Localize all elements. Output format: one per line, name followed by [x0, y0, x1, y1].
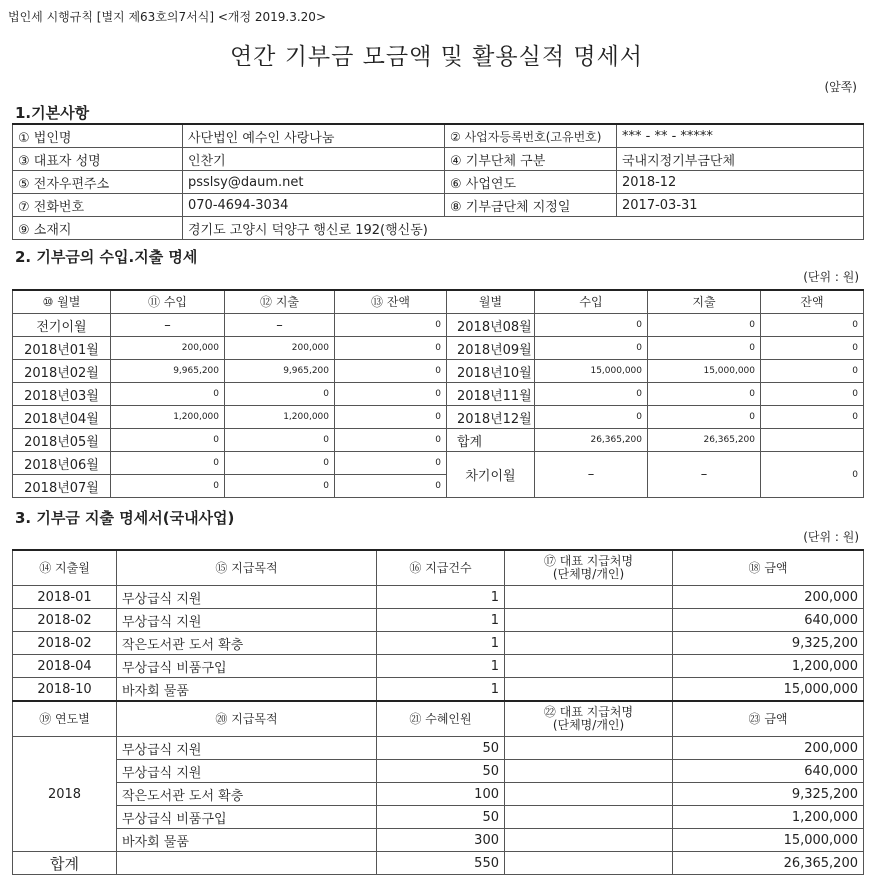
value-cell: 사단법인 예수인 사랑나눔 — [183, 124, 445, 148]
month-cell: 2018년12월 — [447, 406, 535, 429]
column-header: ⑯ 지급건수 — [377, 550, 505, 586]
column-header: ㉓ 금액 — [673, 701, 864, 737]
amount-cell: 640,000 — [673, 609, 864, 632]
label-cell: ④ 기부단체 구분 — [445, 148, 617, 171]
amount-cell: 0 — [111, 452, 225, 475]
amount-cell: 200,000 — [225, 337, 335, 360]
month-cell: 2018-02 — [13, 632, 117, 655]
month-cell: 2018-02 — [13, 609, 117, 632]
table-row — [13, 406, 864, 429]
amount-cell: 200,000 — [673, 586, 864, 609]
purpose-cell: 바자회 물품 — [117, 678, 377, 702]
amount-cell: 15,000,000 — [673, 678, 864, 702]
count-cell: 100 — [377, 783, 505, 806]
amount-cell: 0 — [225, 383, 335, 406]
recipient-cell — [505, 678, 673, 702]
amount-cell — [761, 429, 864, 452]
label-cell: ③ 대표자 성명 — [13, 148, 183, 171]
purpose-cell: 무상급식 지원 — [117, 609, 377, 632]
table-row — [13, 655, 864, 678]
section1-title: 1.기본사항 — [15, 104, 90, 122]
table-row — [13, 829, 864, 852]
amount-cell: 9,325,200 — [673, 783, 864, 806]
column-header: ⑩ 월별 — [13, 290, 111, 314]
column-header — [505, 701, 673, 737]
recipient-cell — [505, 806, 673, 829]
amount-cell: 1,200,000 — [673, 655, 864, 678]
column-header: 월별 — [447, 290, 535, 314]
amount-cell: 0 — [761, 360, 864, 383]
amount-cell: 0 — [335, 452, 447, 475]
recipient-cell — [505, 852, 673, 875]
label-cell: ⑤ 전자우편주소 — [13, 171, 183, 194]
table-row — [13, 586, 864, 609]
header-line: ⑰ 대표 지급처명 — [543, 554, 634, 568]
table-row — [13, 314, 864, 337]
month-cell: 2018년01월 — [13, 337, 111, 360]
label-cell: ① 법인명 — [13, 124, 183, 148]
column-header: 지출 — [648, 290, 761, 314]
amount-cell: 9,965,200 — [111, 360, 225, 383]
table-row — [13, 632, 864, 655]
year-cell: 2018 — [13, 737, 117, 852]
month-cell: 2018년04월 — [13, 406, 111, 429]
amount-cell: 0 — [761, 452, 864, 498]
amount-cell: – — [648, 452, 761, 498]
value-cell: 인찬기 — [183, 148, 445, 171]
basic-info-row — [13, 194, 864, 217]
section2-title: 2. 기부금의 수입.지출 명세 — [15, 248, 198, 266]
value-cell: 국내지정기부금단체 — [617, 148, 864, 171]
amount-cell: 0 — [111, 475, 225, 498]
amount-cell: 0 — [761, 406, 864, 429]
amount-cell: 26,365,200 — [673, 852, 864, 875]
amount-cell: 0 — [535, 383, 648, 406]
amount-cell: 0 — [761, 337, 864, 360]
column-header: 수입 — [535, 290, 648, 314]
purpose-cell: 무상급식 지원 — [117, 760, 377, 783]
amount-cell: 9,965,200 — [225, 360, 335, 383]
amount-cell: 1,200,000 — [673, 806, 864, 829]
recipient-cell — [505, 586, 673, 609]
detail-header — [13, 701, 864, 737]
unit-label: (단위 : 원) — [803, 270, 859, 284]
amount-cell: 15,000,000 — [673, 829, 864, 852]
amount-cell: 0 — [335, 337, 447, 360]
table-row — [13, 452, 864, 475]
page-title: 연간 기부금 모금액 및 활용실적 명세서 — [229, 44, 644, 70]
table-row — [13, 760, 864, 783]
basic-info-row — [13, 124, 864, 148]
value-cell: *** - ** - ***** — [617, 124, 864, 148]
amount-cell: 0 — [648, 406, 761, 429]
month-cell: 2018년06월 — [13, 452, 111, 475]
month-cell: 2018-04 — [13, 655, 117, 678]
purpose-cell — [117, 852, 377, 875]
amount-cell: 0 — [225, 429, 335, 452]
label-cell: ② 사업자등록번호(고유번호) — [445, 124, 617, 148]
amount-cell: 1,200,000 — [111, 406, 225, 429]
amount-cell: 15,000,000 — [535, 360, 648, 383]
month-cell: 2018년05월 — [13, 429, 111, 452]
month-cell: 2018년10월 — [447, 360, 535, 383]
purpose-cell: 무상급식 비품구입 — [117, 655, 377, 678]
amount-cell: 0 — [761, 383, 864, 406]
expense-detail-table — [12, 549, 864, 875]
month-cell: 2018년03월 — [13, 383, 111, 406]
count-cell: 50 — [377, 760, 505, 783]
amount-cell: 9,325,200 — [673, 632, 864, 655]
amount-cell: 0 — [648, 383, 761, 406]
purpose-cell: 작은도서관 도서 확충 — [117, 632, 377, 655]
basic-info-row — [13, 148, 864, 171]
table-row — [13, 429, 864, 452]
label-cell: ⑥ 사업연도 — [445, 171, 617, 194]
column-header: ⑲ 연도별 — [13, 701, 117, 737]
month-cell: 2018년07월 — [13, 475, 111, 498]
month-cell: 합계 — [447, 429, 535, 452]
address-cell: 경기도 고양시 덕양구 행신로 192(행신동) — [183, 217, 864, 240]
income-expense-header — [13, 290, 864, 314]
count-cell: 1 — [377, 609, 505, 632]
recipient-cell — [505, 655, 673, 678]
basic-info-row — [13, 217, 864, 240]
column-header: ⑫ 지출 — [225, 290, 335, 314]
amount-cell: 200,000 — [111, 337, 225, 360]
column-header: ㉑ 수혜인원 — [377, 701, 505, 737]
amount-cell: 0 — [648, 337, 761, 360]
month-cell: 2018년11월 — [447, 383, 535, 406]
column-header: ⑱ 금액 — [673, 550, 864, 586]
month-cell: 2018년02월 — [13, 360, 111, 383]
table-row — [13, 783, 864, 806]
header-line: (단체명/개인) — [552, 567, 625, 581]
amount-cell: 0 — [225, 475, 335, 498]
table-row — [13, 737, 864, 760]
amount-cell: – — [535, 452, 648, 498]
amount-cell: 0 — [335, 406, 447, 429]
income-expense-table — [12, 289, 864, 498]
purpose-cell: 무상급식 지원 — [117, 586, 377, 609]
basic-info-row — [13, 171, 864, 194]
recipient-cell — [505, 737, 673, 760]
amount-cell: 15,000,000 — [648, 360, 761, 383]
amount-cell: 1,200,000 — [225, 406, 335, 429]
amount-cell: 0 — [648, 314, 761, 337]
amount-cell: 26,365,200 — [648, 429, 761, 452]
detail-header — [13, 550, 864, 586]
month-cell: 2018년08월 — [447, 314, 535, 337]
table-row — [13, 806, 864, 829]
column-header: ⑳ 지급목적 — [117, 701, 377, 737]
column-header: ⑭ 지출월 — [13, 550, 117, 586]
count-cell: 300 — [377, 829, 505, 852]
amount-cell: 26,365,200 — [535, 429, 648, 452]
unit-label: (단위 : 원) — [803, 530, 859, 544]
column-header: ⑬ 잔액 — [335, 290, 447, 314]
amount-cell: 0 — [535, 314, 648, 337]
table-row — [13, 383, 864, 406]
column-header: 잔액 — [761, 290, 864, 314]
amount-cell: 0 — [535, 406, 648, 429]
amount-cell: – — [111, 314, 225, 337]
count-cell: 1 — [377, 655, 505, 678]
amount-cell: 0 — [335, 314, 447, 337]
amount-cell: 0 — [335, 360, 447, 383]
value-cell: 070-4694-3034 — [183, 194, 445, 217]
front-label: (앞쪽) — [824, 80, 857, 94]
purpose-cell: 바자회 물품 — [117, 829, 377, 852]
count-cell: 50 — [377, 737, 505, 760]
amount-cell: 0 — [761, 314, 864, 337]
table-row — [13, 609, 864, 632]
amount-cell: 640,000 — [673, 760, 864, 783]
amount-cell: 0 — [225, 452, 335, 475]
value-cell: 2018-12 — [617, 171, 864, 194]
basic-info-table — [12, 123, 864, 240]
amount-cell: – — [225, 314, 335, 337]
header-line: ㉒ 대표 지급처명 — [543, 705, 634, 719]
count-cell: 1 — [377, 586, 505, 609]
recipient-cell — [505, 632, 673, 655]
label-cell: ⑦ 전화번호 — [13, 194, 183, 217]
amount-cell: 0 — [335, 429, 447, 452]
recipient-cell — [505, 609, 673, 632]
amount-cell: 0 — [535, 337, 648, 360]
count-cell: 1 — [377, 678, 505, 702]
column-header — [505, 550, 673, 586]
recipient-cell — [505, 760, 673, 783]
month-cell: 2018-01 — [13, 586, 117, 609]
column-header: ⑮ 지급목적 — [117, 550, 377, 586]
table-row — [13, 678, 864, 702]
form-header: 법인세 시행규칙 [별지 제63호의7서식] <개정 2019.3.20> — [8, 10, 326, 24]
total-label: 합계 — [13, 852, 117, 875]
month-cell: 2018년09월 — [447, 337, 535, 360]
month-cell: 차기이월 — [447, 452, 535, 498]
count-cell: 50 — [377, 806, 505, 829]
amount-cell: 0 — [335, 383, 447, 406]
recipient-cell — [505, 783, 673, 806]
count-cell: 550 — [377, 852, 505, 875]
amount-cell: 200,000 — [673, 737, 864, 760]
total-row — [13, 852, 864, 875]
recipient-cell — [505, 829, 673, 852]
value-cell: 2017-03-31 — [617, 194, 864, 217]
table-row — [13, 337, 864, 360]
header-line: (단체명/개인) — [552, 718, 625, 732]
month-cell: 2018-10 — [13, 678, 117, 702]
table-row — [13, 360, 864, 383]
label-cell: ⑧ 기부금단체 지정일 — [445, 194, 617, 217]
purpose-cell: 무상급식 비품구입 — [117, 806, 377, 829]
count-cell: 1 — [377, 632, 505, 655]
column-header: ⑪ 수입 — [111, 290, 225, 314]
purpose-cell: 작은도서관 도서 확충 — [117, 783, 377, 806]
section3-title: 3. 기부금 지출 명세서(국내사업) — [15, 509, 235, 527]
value-cell: psslsy@daum.net — [183, 171, 445, 194]
amount-cell: 0 — [335, 475, 447, 498]
amount-cell: 0 — [111, 429, 225, 452]
label-cell: ⑨ 소재지 — [13, 217, 183, 240]
amount-cell: 0 — [111, 383, 225, 406]
purpose-cell: 무상급식 지원 — [117, 737, 377, 760]
month-cell: 전기이월 — [13, 314, 111, 337]
